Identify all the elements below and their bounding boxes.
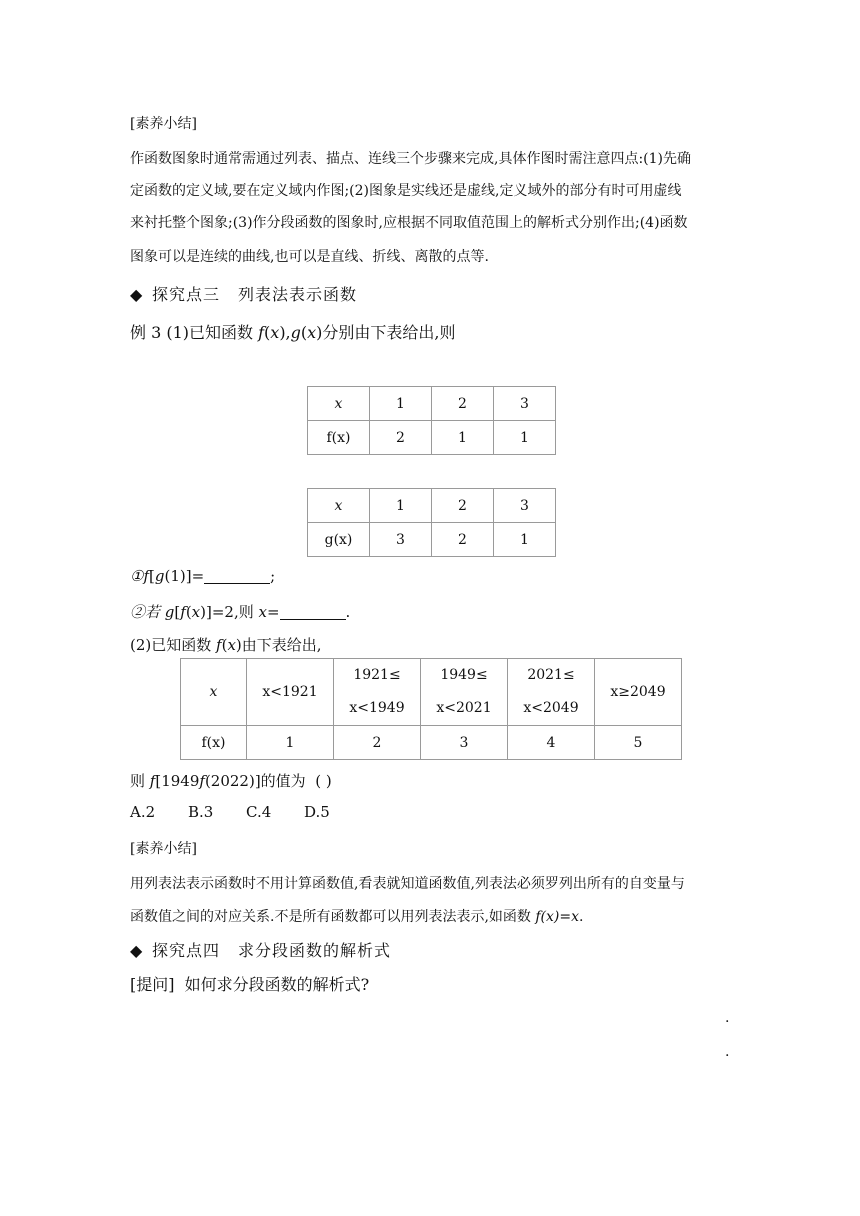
example-intro: 例 3 (1)已知函数 f(x),g(x)分别由下表给出,则 bbox=[130, 323, 456, 342]
option-b[interactable]: B.3 bbox=[188, 803, 214, 821]
dot-mark: . bbox=[725, 1044, 730, 1060]
option-c[interactable]: C.4 bbox=[246, 803, 272, 821]
table-cell: g(x) bbox=[308, 523, 370, 557]
summary2-line-1: 用列表法表示函数时不用计算函数值,看表就知道函数值,列表法必须罗列出所有的自变量与 bbox=[130, 876, 685, 892]
table-g bbox=[307, 488, 556, 557]
table-row bbox=[308, 421, 556, 455]
summary2-line-2: 函数值之间的对应关系.不是所有函数都可以用列表法表示,如函数 f(x)=x. bbox=[130, 909, 584, 925]
question-1: ①f[g(1)]= ; bbox=[130, 567, 276, 585]
table-cell: 2 bbox=[432, 387, 494, 421]
table-cell: 1 bbox=[247, 726, 334, 760]
table-cell: 3 bbox=[421, 726, 508, 760]
table-row bbox=[181, 726, 682, 760]
table-cell: 2 bbox=[432, 523, 494, 557]
diamond-icon: ◆ bbox=[130, 941, 144, 960]
ask-text: 如何求分段函数的解析式? bbox=[184, 975, 370, 994]
table-cell: 1949≤ x<2021 bbox=[421, 659, 508, 726]
table-cell: x bbox=[181, 659, 247, 726]
part-2-intro: (2)已知函数 f(x)由下表给出, bbox=[130, 636, 322, 654]
summary-line-2: 定函数的定义域,要在定义域内作图;(2)图象是实线还是虚线,定义域外的部分有时可用虚线 bbox=[130, 183, 682, 199]
option-a[interactable]: A.2 bbox=[130, 803, 156, 821]
diamond-icon: ◆ bbox=[130, 285, 144, 304]
summary-title-2: [素养小结] bbox=[130, 841, 197, 857]
table-row bbox=[308, 523, 556, 557]
table-cell: x≥2049 bbox=[595, 659, 682, 726]
option-d[interactable]: D.5 bbox=[304, 803, 330, 821]
answer-blank-1[interactable] bbox=[204, 567, 270, 584]
table-cell: 2 bbox=[334, 726, 421, 760]
section-title: 求分段函数的解析式 bbox=[238, 941, 392, 960]
dot-mark: . bbox=[725, 1010, 730, 1026]
table-cell: 1 bbox=[370, 387, 432, 421]
table-cell: 1 bbox=[370, 489, 432, 523]
table-row bbox=[308, 387, 556, 421]
section-title: 列表法表示函数 bbox=[238, 285, 358, 304]
table-cell: 1 bbox=[494, 421, 556, 455]
ask-tag: [提问] bbox=[130, 975, 175, 994]
section-heading-3 bbox=[130, 282, 357, 305]
table-cell: 2 bbox=[432, 489, 494, 523]
table-cell: 3 bbox=[494, 387, 556, 421]
summary-line-3: 来衬托整个图象;(3)作分段函数的图象时,应根据不同取值范围上的解析式分别作出;(4)函数 bbox=[130, 215, 688, 231]
table-cell: 2021≤ x<2049 bbox=[508, 659, 595, 726]
section-label: 探究点四 bbox=[152, 941, 221, 960]
question-part-2: 则 f[1949f(2022)]的值为 ( ) bbox=[130, 772, 332, 790]
section-label: 探究点三 bbox=[152, 285, 221, 304]
table-cell: 3 bbox=[370, 523, 432, 557]
table-cell: x<1921 bbox=[247, 659, 334, 726]
table-cell: x bbox=[308, 387, 370, 421]
table-cell: 1921≤ x<1949 bbox=[334, 659, 421, 726]
question-2: ②若 g[f(x)]=2,则 x= . bbox=[130, 603, 351, 621]
summary-line-1: 作函数图象时通常需通过列表、描点、连线三个步骤来完成,具体作图时需注意四点:(1)先确 bbox=[130, 151, 691, 167]
section-heading-4 bbox=[130, 938, 391, 961]
summary-title-1: [素养小结] bbox=[130, 116, 197, 132]
table-cell: 2 bbox=[370, 421, 432, 455]
table-piecewise bbox=[180, 658, 682, 760]
table-row bbox=[181, 659, 682, 726]
table-cell: 5 bbox=[595, 726, 682, 760]
answer-options bbox=[130, 803, 362, 821]
table-f bbox=[307, 386, 556, 455]
summary-line-4: 图象可以是连续的曲线,也可以是直线、折线、离散的点等. bbox=[130, 249, 489, 265]
table-cell: f(x) bbox=[308, 421, 370, 455]
table-cell: 1 bbox=[432, 421, 494, 455]
answer-blank-2[interactable] bbox=[280, 603, 346, 620]
table-cell: 4 bbox=[508, 726, 595, 760]
ask-line bbox=[130, 972, 369, 995]
table-row bbox=[308, 489, 556, 523]
table-cell: 3 bbox=[494, 489, 556, 523]
table-cell: 1 bbox=[494, 523, 556, 557]
table-cell: f(x) bbox=[181, 726, 247, 760]
table-cell: x bbox=[308, 489, 370, 523]
